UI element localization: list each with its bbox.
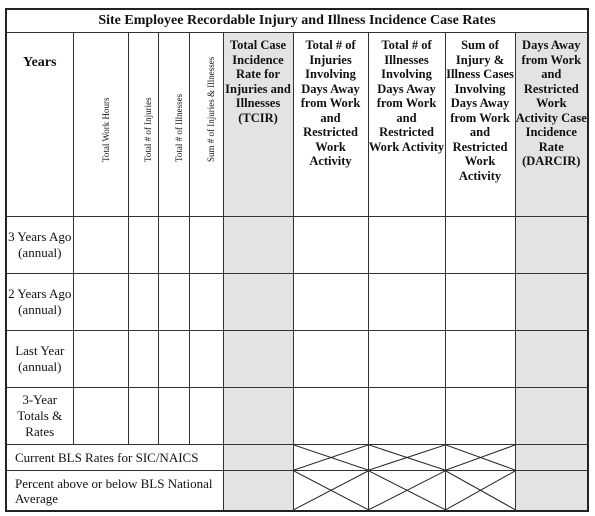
- row-label: 2 Years Ago (annual): [6, 274, 73, 331]
- header-row: [6, 33, 588, 217]
- input-cell[interactable]: [515, 445, 588, 471]
- injuries-days-away-header: Total # of Injuries Involving Days Away from Work and Restricted Work Activity: [293, 33, 368, 217]
- incidence-rate-table: [5, 8, 589, 512]
- table-row: [6, 331, 588, 388]
- input-cell[interactable]: [223, 445, 293, 471]
- input-cell[interactable]: [293, 274, 368, 331]
- crossed-out-cell: [368, 445, 445, 471]
- input-cell[interactable]: [128, 274, 158, 331]
- crossed-out-cell: [445, 445, 515, 471]
- input-cell[interactable]: [515, 388, 588, 445]
- input-cell[interactable]: [368, 331, 445, 388]
- input-cell[interactable]: [223, 217, 293, 274]
- row-label: 3-Year Totals & Rates: [6, 388, 73, 445]
- input-cell[interactable]: [189, 274, 223, 331]
- table-row: [6, 217, 588, 274]
- table-row: [6, 274, 588, 331]
- input-cell[interactable]: [158, 274, 189, 331]
- input-cell[interactable]: [189, 331, 223, 388]
- total-work-hours-header: Total Work Hours: [73, 33, 128, 217]
- input-cell[interactable]: [515, 274, 588, 331]
- input-cell[interactable]: [445, 274, 515, 331]
- input-cell[interactable]: [73, 388, 128, 445]
- input-cell[interactable]: [368, 388, 445, 445]
- row-label: 3 Years Ago (annual): [6, 217, 73, 274]
- table-row: [6, 388, 588, 445]
- crossed-out-cell: [368, 471, 445, 511]
- input-cell[interactable]: [73, 217, 128, 274]
- row-label: Last Year (annual): [6, 331, 73, 388]
- input-cell[interactable]: [189, 217, 223, 274]
- crossed-out-cell: [293, 471, 368, 511]
- input-cell[interactable]: [158, 331, 189, 388]
- input-cell[interactable]: [515, 331, 588, 388]
- bls-rates-label: Current BLS Rates for SIC/NAICS: [6, 445, 223, 471]
- input-cell[interactable]: [158, 217, 189, 274]
- total-injuries-header: Total # of Injuries: [128, 33, 158, 217]
- input-cell[interactable]: [158, 388, 189, 445]
- input-cell[interactable]: [368, 217, 445, 274]
- input-cell[interactable]: [128, 331, 158, 388]
- years-header: Years: [6, 33, 73, 217]
- input-cell[interactable]: [223, 388, 293, 445]
- input-cell[interactable]: [73, 331, 128, 388]
- input-cell[interactable]: [445, 217, 515, 274]
- input-cell[interactable]: [515, 471, 588, 511]
- input-cell[interactable]: [128, 217, 158, 274]
- crossed-out-cell: [293, 445, 368, 471]
- sum-days-away-header: Sum of Injury & Illness Cases Involving Days Away from Work and Restricted Work Activity: [445, 33, 515, 217]
- percent-diff-row: [6, 471, 588, 511]
- input-cell[interactable]: [293, 388, 368, 445]
- input-cell[interactable]: [293, 217, 368, 274]
- illnesses-days-away-header: Total # of Illnesses Involving Days Away from Work and Restricted Work Activity: [368, 33, 445, 217]
- percent-diff-label: Percent above or below BLS National Average: [6, 471, 223, 511]
- input-cell[interactable]: [189, 388, 223, 445]
- input-cell[interactable]: [73, 274, 128, 331]
- input-cell[interactable]: [223, 274, 293, 331]
- darcir-header: Days Away from Work and Restricted Work Activity Case Incidence Rate (DARCIR): [515, 33, 588, 217]
- input-cell[interactable]: [293, 331, 368, 388]
- total-illnesses-header: Total # of Illnesses: [158, 33, 189, 217]
- bls-rates-row: [6, 445, 588, 471]
- input-cell[interactable]: [223, 471, 293, 511]
- sum-injuries-illnesses-header: Sum # of Injuries & Illnesses: [189, 33, 223, 217]
- tcir-header: Total Case Incidence Rate for Injuries and Illnesses (TCIR): [223, 33, 293, 217]
- input-cell[interactable]: [368, 274, 445, 331]
- crossed-out-cell: [445, 471, 515, 511]
- input-cell[interactable]: [515, 217, 588, 274]
- input-cell[interactable]: [445, 388, 515, 445]
- table-title: Site Employee Recordable Injury and Illness Incidence Case Rates: [6, 9, 588, 33]
- input-cell[interactable]: [223, 331, 293, 388]
- input-cell[interactable]: [128, 388, 158, 445]
- input-cell[interactable]: [445, 331, 515, 388]
